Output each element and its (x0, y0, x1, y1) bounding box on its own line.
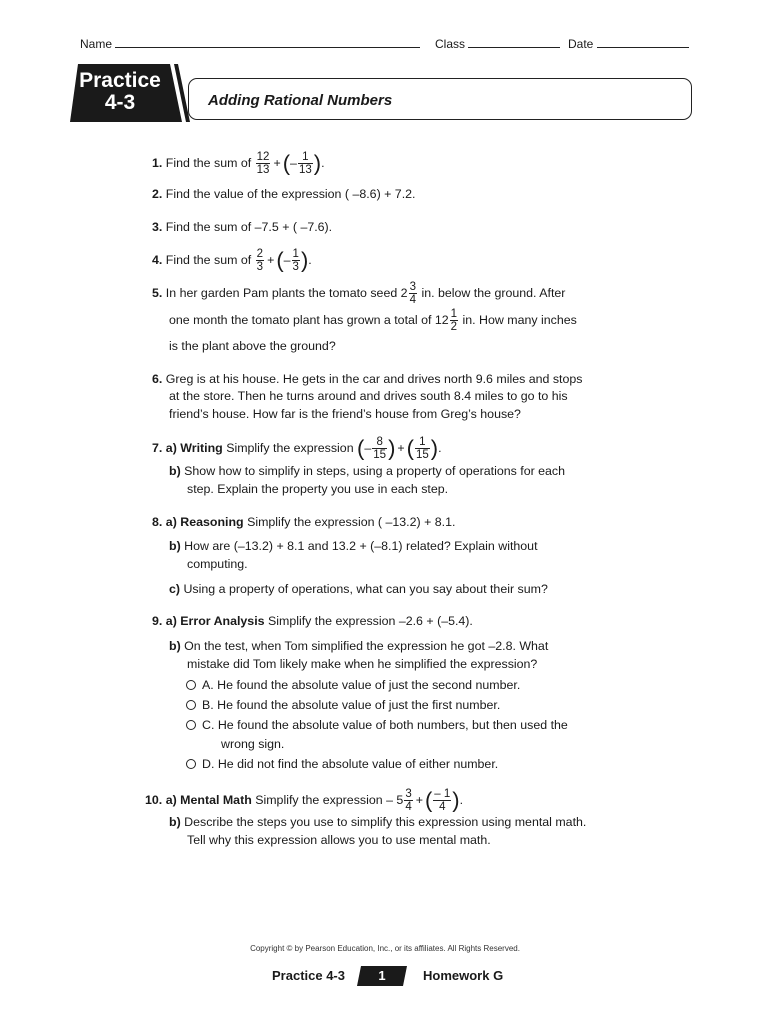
problem-8b-line-2: computing. (187, 557, 248, 571)
option-text: He did not find the absolute value of either number. (217, 757, 499, 771)
option-letter: D. (202, 757, 215, 771)
option-a[interactable] (186, 676, 520, 694)
problem-1: 1. Find the sum of $\frac{12}{13}$ +(– $\frac{1}{13}$ ). (152, 150, 325, 176)
problem-text-2b: in. How many inches (462, 312, 577, 327)
problem-number: 1. (152, 155, 163, 170)
part-label: a) (165, 614, 177, 628)
denominator: 13 (298, 164, 312, 176)
problem-number: 6. (152, 372, 163, 386)
problem-text: Simplify the expression (226, 440, 354, 455)
class-line (468, 36, 560, 48)
problem-number: 8. (152, 515, 163, 529)
problem-5-line-2 (169, 308, 577, 333)
option-b[interactable] (186, 696, 500, 714)
problem-text: Find the sum of (165, 252, 252, 267)
part-label: a) (165, 440, 177, 455)
problem-text: On the test, when Tom simplified the expression he got –2.8. What (184, 639, 549, 653)
problem-text-2: one month the tomato plant has grown a total of 12 (169, 312, 449, 327)
problem-text: Using a property of operations, what can you say about their sum? (183, 582, 548, 596)
problem-number: 5. (152, 285, 163, 300)
part-keyword: Mental Math (180, 792, 252, 807)
numerator: 1 (292, 248, 299, 260)
option-text: He found the absolute value of just the first number. (217, 698, 501, 712)
problem-10a: 10. a) Mental Math Simplify the expression – 5 $\frac{3}{4}$ +( $\frac{- 1}{4}$ ). (145, 787, 464, 813)
option-letter: A. (202, 678, 214, 692)
denominator: 13 (256, 164, 270, 176)
option-d[interactable] (186, 755, 498, 773)
problem-number: 2. (152, 187, 163, 201)
part-keyword: Reasoning (180, 515, 244, 529)
problem-5 (152, 281, 565, 306)
radio-circle-icon[interactable] (186, 680, 196, 690)
radio-circle-icon[interactable] (186, 720, 196, 730)
problem-text: Find the sum of (165, 155, 252, 170)
copyright-notice: Copyright © by Pearson Education, Inc., or its affiliates. All Rights Reserved. (250, 944, 520, 953)
problem-7b-line-2: step. Explain the property you use in each step. (187, 482, 449, 496)
page-number: 1 (378, 968, 386, 983)
fraction (298, 151, 313, 176)
problem-text: Find the value of the expression ( –8.6) + 7.2. (165, 187, 416, 201)
class-label: Class (435, 37, 466, 51)
denominator: 15 (415, 449, 429, 461)
option-text: He found the absolute value of just the second number. (217, 678, 521, 692)
problem-number: 10. (145, 792, 163, 807)
part-label: b) (169, 539, 181, 553)
problem-7b (169, 462, 565, 480)
option-text: He found the absolute value of both numbers, but then used the (217, 718, 568, 732)
practice-badge (70, 62, 190, 122)
fraction (256, 151, 271, 176)
part-label: a) (165, 515, 177, 529)
part-label: a) (165, 792, 177, 807)
numerator: 1 (298, 151, 313, 164)
part-keyword: Error Analysis (180, 614, 265, 628)
problem-text: Find the sum of –7.5 + ( –7.6). (165, 220, 333, 234)
numerator: 1 (415, 436, 430, 449)
numerator: 1 (450, 308, 458, 320)
denominator: 3 (292, 261, 299, 273)
problem-text-1b: in. below the ground. After (421, 285, 566, 300)
problem-6 (152, 370, 582, 388)
badge-line-1: Practice (79, 69, 161, 92)
problem-text: Simplify the expression (255, 792, 383, 807)
problem-2 (152, 185, 415, 203)
problem-10b (169, 813, 586, 831)
footer-right: Homework G (423, 968, 504, 983)
numerator: 8 (372, 436, 387, 449)
problem-number: 9. (152, 614, 163, 628)
problem-text: Describe the steps you use to simplify this expression using mental math. (184, 815, 587, 829)
page-number-badge (357, 966, 407, 986)
problem-10b-line-2: Tell why this expression allows you to use mental math. (187, 833, 491, 847)
part-label: b) (169, 464, 181, 478)
part-label: c) (169, 582, 181, 596)
numerator: 3 (405, 788, 412, 800)
problem-number: 3. (152, 220, 163, 234)
fraction (450, 308, 458, 333)
denominator: 2 (450, 321, 458, 333)
problem-8b (169, 537, 538, 555)
date-label: Date (568, 37, 594, 51)
problem-text-1: Greg is at his house. He gets in the car and drives north 9.6 miles and stops (165, 372, 583, 386)
problem-text: How are (–13.2) + 8.1 and 13.2 + (–8.1) related? Explain without (184, 539, 538, 553)
fraction (409, 281, 417, 306)
radio-circle-icon[interactable] (186, 759, 196, 769)
problem-number: 7. (152, 440, 163, 455)
name-label: Name (80, 37, 113, 51)
problem-9b-line-2: mistake did Tom likely make when he simplified the expression? (187, 657, 538, 671)
problem-text: Simplify the expression –2.6 + (–5.4). (267, 614, 473, 628)
problem-9b (169, 637, 548, 655)
option-letter: B. (202, 698, 214, 712)
denominator: 4 (409, 294, 416, 306)
fraction (433, 788, 451, 813)
problem-8c (169, 580, 548, 598)
problem-6-line-2: at the store. Then he turns around and drives south 8.4 miles to go to his (169, 389, 568, 403)
badge-text (70, 62, 170, 114)
fraction (372, 436, 387, 461)
part-label: b) (169, 815, 181, 829)
numerator: 3 (409, 281, 416, 293)
problem-6-line-3: friend’s house. How far is the friend’s house from Greg’s house? (169, 407, 521, 421)
footer-left: Practice 4-3 (272, 968, 345, 983)
problem-8a (152, 513, 455, 531)
problem-7a: 7. a) Writing Simplify the expression (– $\frac{8}{15}$ ) +( $\frac{1}{15}$ ). (152, 435, 442, 461)
radio-circle-icon[interactable] (186, 700, 196, 710)
part-keyword: Writing (180, 440, 223, 455)
fraction (292, 248, 300, 273)
class-field[interactable] (435, 36, 560, 51)
denominator: 3 (256, 261, 264, 273)
whole-number: – 5 (386, 792, 404, 807)
problem-text-3: is the plant above the ground? (169, 339, 336, 353)
page-title: Adding Rational Numbers (208, 92, 393, 109)
option-letter: C. (202, 718, 215, 732)
option-c[interactable] (186, 716, 568, 734)
denominator: 15 (373, 449, 387, 461)
numerator: 12 (256, 151, 270, 163)
fraction (256, 248, 264, 273)
numerator: 2 (256, 248, 264, 260)
name-field[interactable] (80, 36, 420, 51)
denominator: 4 (405, 801, 412, 813)
problem-text-1: In her garden Pam plants the tomato seed 2 (165, 285, 408, 300)
fraction (415, 436, 430, 461)
option-c-line-2: wrong sign. (221, 737, 285, 751)
title-box (188, 78, 692, 120)
problem-number: 4. (152, 252, 163, 267)
problem-5-line-3 (169, 337, 336, 355)
denominator: 4 (439, 801, 446, 813)
numerator: – 1 (434, 788, 451, 800)
part-label: b) (169, 639, 181, 653)
problem-9a (152, 612, 473, 630)
problem-4: 4. Find the sum of $\frac{2}{3}$ +(– $\frac{1}{3}$ ). (152, 247, 312, 273)
name-line (115, 36, 420, 48)
problem-text: Show how to simplify in steps, using a property of operations for each (184, 464, 566, 478)
date-line (597, 36, 689, 48)
problem-3 (152, 218, 332, 236)
date-field[interactable] (568, 36, 689, 51)
badge-line-2: 4-3 (104, 91, 136, 114)
problem-text: Simplify the expression ( –13.2) + 8.1. (247, 515, 456, 529)
fraction (404, 788, 412, 813)
